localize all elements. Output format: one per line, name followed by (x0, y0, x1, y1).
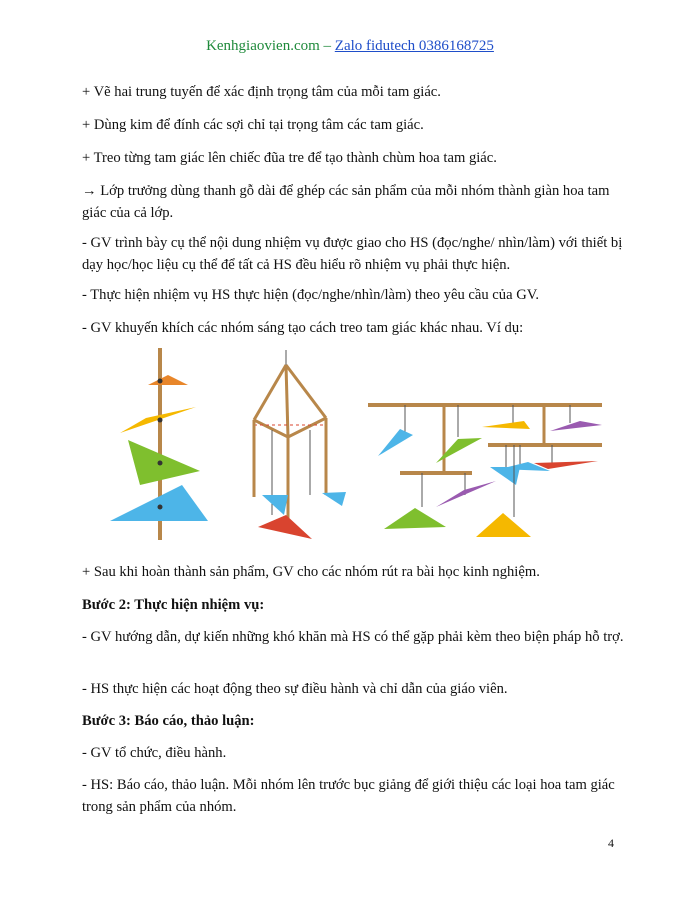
gv-khuyến-khích: - GV khuyến khích các nhóm sáng tạo cách treo tam giác khác nhau. Ví dụ: (82, 320, 524, 336)
hs-thực-hiện: - HS thực hiện các hoạt động theo sự điều hành và chỉ dẫn của giáo viên. (82, 681, 508, 697)
horizontal-bar-mobile (368, 405, 602, 537)
triangle-red (534, 461, 598, 469)
step-lớp-trưởng: → Lớp trưởng dùng thanh gỗ dài để ghép các sản phẩm của mỗi nhóm thành giàn hoa tam giác của cả lớp. (82, 183, 610, 221)
step-vẽ-trung-tuyến: + Vẽ hai trung tuyến để xác định trọng tâm của mỗi tam giác. (82, 84, 441, 100)
triangle-red (258, 515, 312, 539)
rút-kinh-nghiệm: + Sau khi hoàn thành sản phẩm, GV cho các nhóm rút ra bài học kinh nghiệm. (82, 564, 540, 580)
step-dùng-kim: + Dùng kim để đính các sợi chỉ tại trọng tâm các tam giác. (82, 117, 424, 133)
triangle-green (128, 440, 200, 485)
page-header (0, 38, 700, 55)
triangle-green (384, 508, 446, 529)
pyramid-frame-mobile (254, 350, 346, 539)
gv-trình-bày: - GV trình bày cụ thể nội dung nhiệm vụ được giao cho HS (đọc/nghe/ nhìn/làm) với thiết bị dạy học/học liệu cụ thể để tất cả HS đều hiểu rõ nhiệm vụ phải thực hiện. (82, 235, 623, 273)
centroid-dot (158, 505, 163, 510)
frame-edge (254, 365, 286, 420)
header-zalo-link[interactable]: Zalo fidutech 0386168725 (334, 38, 494, 54)
triangle-mobiles-illustration (110, 345, 610, 545)
heading-bước-2: Bước 2: Thực hiện nhiệm vụ: (82, 597, 265, 613)
frame-edge (254, 420, 288, 437)
frame-edge (286, 365, 288, 437)
frame-edge (288, 418, 326, 437)
gv-hướng-dẫn: - GV hướng dẫn, dự kiến những khó khăn mà HS có thể gặp phải kèm theo biện pháp hỗ trợ. (82, 629, 624, 645)
gv-tổ-chức: - GV tổ chức, điều hành. (82, 745, 227, 761)
centroid-dot (158, 461, 163, 466)
thực-hiện-nhiệm-vụ: - Thực hiện nhiệm vụ HS thực hiện (đọc/nghe/nhìn/làm) theo yêu cầu của GV. (82, 287, 540, 303)
triangle-blue-small (262, 495, 288, 515)
frame-edge (286, 365, 326, 418)
hs-báo-cáo: - HS: Báo cáo, thảo luận. Mỗi nhóm lên trước bục giảng để giới thiệu các loại hoa tam giác trong sản phẩm của nhóm. (82, 777, 615, 815)
triangle-blue-small (322, 492, 346, 506)
vertical-stick-mobile (110, 348, 208, 540)
header-separator: – (319, 38, 335, 54)
triangle-purple (550, 421, 602, 431)
centroid-dot (158, 418, 163, 423)
header-site[interactable]: Kenhgiaovien.com (206, 38, 320, 54)
step-treo-tam-giác: + Treo từng tam giác lên chiếc đũa tre để tạo thành chùm hoa tam giác. (82, 150, 497, 166)
page-number: 4 (608, 836, 614, 850)
triangle-blue (490, 467, 520, 485)
centroid-dot (158, 379, 163, 384)
triangle-yellow (482, 421, 530, 429)
heading-bước-3: Bước 3: Báo cáo, thảo luận: (82, 713, 255, 729)
triangle-blue (378, 429, 413, 456)
triangle-purple (436, 481, 496, 507)
triangle-orange-small (148, 375, 188, 385)
triangle-yellow (476, 513, 531, 537)
